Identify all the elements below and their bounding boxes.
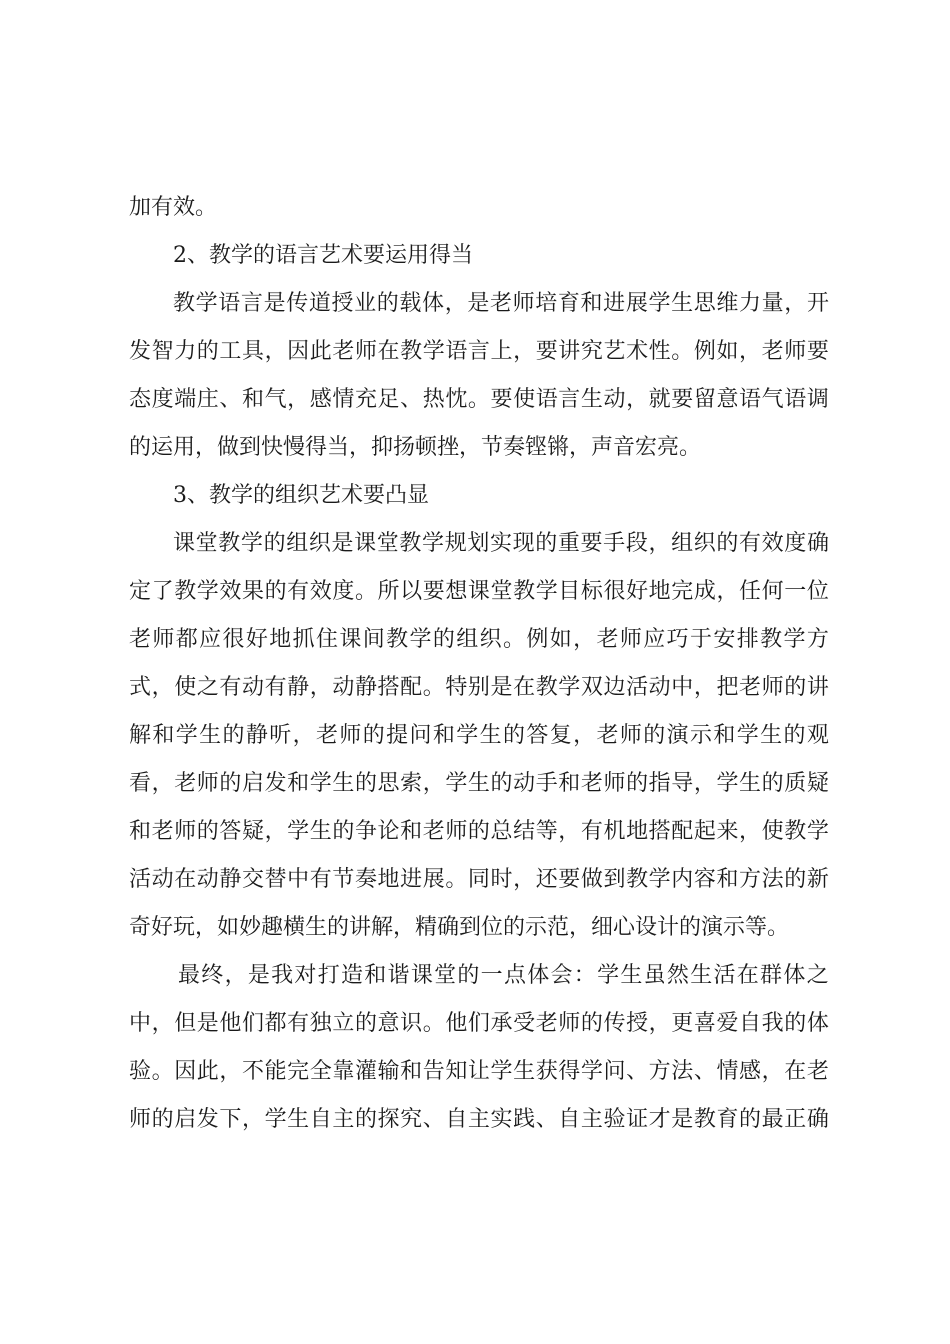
text-line: 加有效。	[129, 195, 218, 220]
section-heading: 3、教学的组织艺术要凸显	[173, 483, 429, 508]
text-line: 课 堂 教 学 的 组 织 是 课 堂 教 学 规 划 实 现 的 重 要 手 段 ， 组 织 的 有 效 度 确	[173, 531, 829, 556]
text-line: 解 和 学 生 的 静 听 ， 老 师 的 提 问 和 学 生 的 答 复 ， 老 师 的 演 示 和 学 生 的 观	[129, 723, 829, 748]
text-line: 定 了 教 学 效 果 的 有 效 度 。 所 以 要 想 课 堂 教 学 目 标 很 好 地 完 成 ， 任 何 一 位	[129, 579, 829, 604]
text-line: 教 学 语 言 是 传 道 授 业 的 载 体 ， 是 老 师 培 育 和 进 展 学 生 思 维 力 量 ， 开	[173, 291, 829, 316]
text-line: 师 的 启 发 下 ， 学 生 自 主 的 探 究 、 自 主 实 践 、 自 主 验 证 才 是 教 育 的 最 正 确	[129, 1107, 829, 1132]
text-line: 活 动 在 动 静 交 替 中 有 节 奏 地 进 展 。 同 时 ， 还 要 做 到 教 学 内 容 和 方 法 的 新	[129, 867, 829, 892]
text-line: 中 ， 但 是 他 们 都 有 独 立 的 意 识 。 他 们 承 受 老 师 的 传 授 ， 更 喜 爱 自 我 的 体	[129, 1011, 829, 1036]
text-line: 老 师 都 应 很 好 地 抓 住 课 间 教 学 的 组 织 。 例 如 ， 老 师 应 巧 于 安 排 教 学 方	[129, 627, 829, 652]
text-line: 看 ， 老 师 的 启 发 和 学 生 的 思 索 ， 学 生 的 动 手 和 老 师 的 指 导 ， 学 生 的 质 疑	[129, 771, 829, 796]
text-line: 奇好玩，如妙趣横生的讲解，精确到位的示范，细心设计的演示等。	[129, 915, 790, 940]
text-line: 验 。 因 此 ， 不 能 完 全 靠 灌 输 和 告 知 让 学 生 获 得 学 问 、 方 法 、 情 感 ， 在 老	[129, 1059, 829, 1084]
text-line: 的运用，做到快慢得当，抑扬顿挫，节奏铿锵，声音宏亮。	[129, 435, 702, 460]
section-heading: 2、教学的语言艺术要运用得当	[173, 243, 473, 268]
text-line: 态 度 端 庄 、 和 气 ， 感 情 充 足 、 热 忱 。 要 使 语 言 生 动 ， 就 要 留 意 语 气 语 调	[129, 387, 829, 412]
text-line: 发 智 力 的 工 具 ， 因 此 老 师 在 教 学 语 言 上 ， 要 讲 究 艺 术 性 。 例 如 ， 老 师 要	[129, 339, 829, 364]
text-line: 式 ， 使 之 有 动 有 静 ， 动 静 搭 配 。 特 别 是 在 教 学 双 边 活 动 中 ， 把 老 师 的 讲	[129, 675, 829, 700]
text-line: 最 终 ， 是 我 对 打 造 和 谐 课 堂 的 一 点 体 会 ： 学 生 虽 然 生 活 在 群 体 之	[178, 963, 829, 988]
text-line: 和 老 师 的 答 疑 ， 学 生 的 争 论 和 老 师 的 总 结 等 ， 有 机 地 搭 配 起 来 ， 使 教 学	[129, 819, 829, 844]
